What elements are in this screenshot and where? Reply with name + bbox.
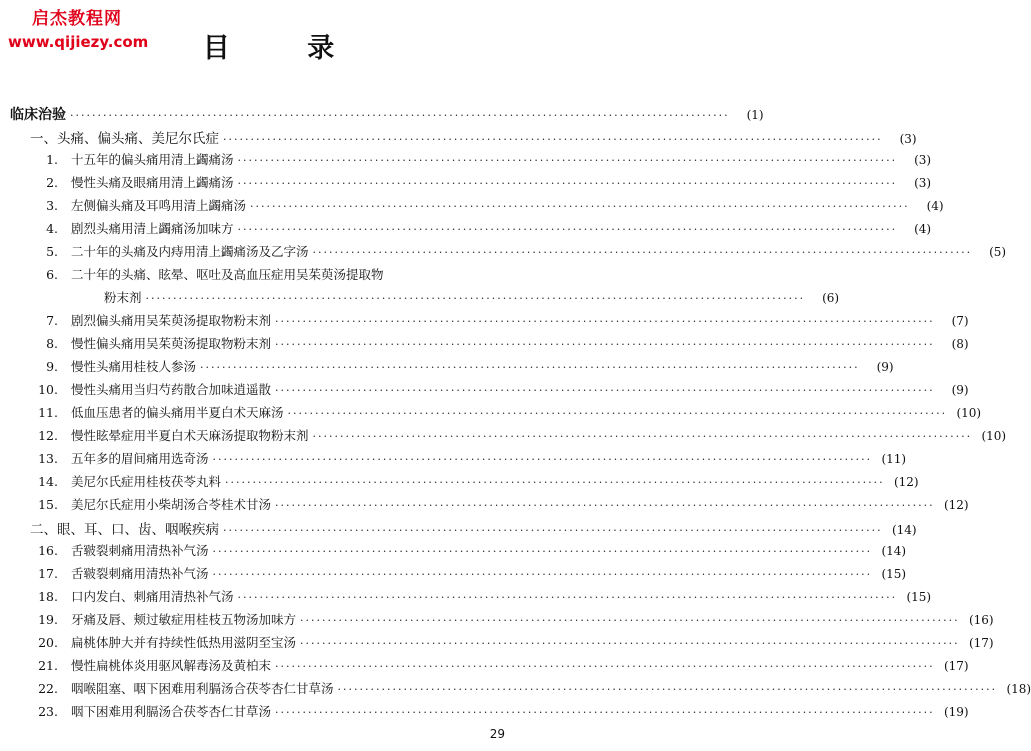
toc-entry-page: (17) — [943, 659, 969, 673]
toc-leader-dots: ························································································································ — [70, 109, 730, 122]
toc-entry-page: (1) — [746, 108, 764, 122]
toc-entry — [24, 219, 932, 237]
toc-entry-number: 4. — [46, 221, 58, 236]
toc-entry-page: (9) — [951, 383, 969, 397]
toc-leader-dots: ························································································································ — [223, 524, 883, 537]
toc-entry-title: 咽下困难用利膈汤合茯苓杏仁甘草汤 — [71, 704, 272, 719]
toc-entry-page: (17) — [968, 636, 994, 650]
toc-leader-dots: ························································································································ — [212, 568, 873, 581]
toc-entry-page: (7) — [951, 314, 969, 328]
toc-leader-dots: ························································································································ — [237, 154, 898, 167]
toc-leader-dots: ························································································································ — [250, 200, 910, 213]
toc-leader-dots: ························································································································ — [200, 361, 860, 374]
toc-entry-title: 剧烈偏头痛用吴茱萸汤提取物粉末剂 — [71, 313, 272, 328]
toc-entry-number: 6. — [46, 267, 58, 282]
toc-entry-title: 慢性偏头痛用吴茱萸汤提取物粉末剂 — [71, 336, 272, 351]
toc-leader-dots: ························································································································ — [275, 499, 935, 512]
toc-leader-dots: ························································································································ — [275, 338, 935, 351]
toc-entry — [24, 656, 969, 674]
toc-entry-number: 16. — [38, 543, 58, 558]
toc-entry-title: 慢性头痛用桂枝人参汤 — [71, 359, 197, 374]
toc-entry — [24, 380, 969, 398]
toc-entry-title: 舌皲裂刺痛用清热补气汤 — [71, 566, 209, 581]
toc-leader-dots: ························································································································ — [225, 476, 885, 489]
toc-entry-title: 慢性眩晕症用半夏白术天麻汤提取物粉末剂 — [71, 428, 309, 443]
toc-entry-title: 二十年的头痛、眩晕、呕吐及高血压症用吴茱萸汤提取物 — [71, 267, 384, 282]
toc-entry — [24, 472, 919, 490]
toc-leader-dots: ························································································································ — [275, 660, 935, 673]
toc-leader-dots: ························································································································ — [287, 407, 948, 420]
toc-entry — [24, 495, 969, 513]
toc-leader-dots: ························································································································ — [300, 614, 960, 627]
toc-entry-number: 15. — [38, 497, 58, 512]
toc-entry-title: 慢性头痛用当归芍药散合加味逍遥散 — [71, 382, 272, 397]
toc-entry-page: (3) — [914, 176, 932, 190]
toc-entry-number: 8. — [46, 336, 58, 351]
toc-entry — [24, 633, 994, 651]
toc-entry-title: 舌皲裂刺痛用清热补气汤 — [71, 543, 209, 558]
toc-entry-page: (19) — [943, 705, 969, 719]
toc-leader-dots: ························································································································ — [212, 545, 873, 558]
toc-entry — [104, 288, 840, 306]
toc-entry-number: 3. — [46, 198, 58, 213]
toc-entry-number: 9. — [46, 359, 58, 374]
toc-entry-number: 22. — [38, 681, 58, 696]
page-title: 目 录 — [202, 33, 369, 64]
toc-entry — [24, 587, 932, 605]
toc-entry — [10, 104, 764, 124]
toc-entry-number: 1. — [46, 152, 58, 167]
toc-entry — [24, 265, 520, 283]
toc-entry-number: 2. — [46, 175, 58, 190]
toc-entry-page: (15) — [906, 590, 932, 604]
toc-entry-page: (14) — [881, 544, 907, 558]
toc-entry-title: 慢性头痛及眼痛用清上蠲痛汤 — [71, 175, 234, 190]
toc-leader-dots: ························································································································ — [237, 223, 898, 236]
toc-leader-dots: ························································································································ — [237, 177, 898, 190]
toc-entry — [24, 564, 907, 582]
toc-leader-dots: ························································································································ — [145, 292, 806, 305]
toc-entry-title: 低血压患者的偏头痛用半夏白术天麻汤 — [71, 405, 284, 420]
toc-entry-title: 二、眼、耳、口、齿、咽喉疾病 — [30, 522, 219, 538]
toc-entry-title: 扁桃体肿大并有持续性低热用滋阴至宝汤 — [71, 635, 297, 650]
toc-entry-page: (4) — [926, 199, 944, 213]
toc-entry-number: 18. — [38, 589, 58, 604]
toc-leader-dots: ························································································································ — [223, 133, 883, 146]
toc-entry — [24, 173, 932, 191]
toc-entry-title: 口内发白、刺痛用清热补气汤 — [71, 589, 234, 604]
toc-entry-page: (6) — [822, 291, 840, 305]
toc-entry-page: (8) — [951, 337, 969, 351]
toc-leader-dots: ························································································································ — [275, 706, 935, 719]
toc-leader-dots: ························································································································ — [312, 430, 973, 443]
toc-entry — [30, 127, 917, 147]
toc-entry-page: (10) — [981, 429, 1007, 443]
toc-entry-page: (10) — [956, 406, 982, 420]
toc-entry-title: 二十年的头痛及内痔用清上蠲痛汤及乙字汤 — [71, 244, 309, 259]
toc-entry-number: 13. — [38, 451, 58, 466]
toc-entry-page: (4) — [914, 222, 932, 236]
toc-leader-dots: ························································································································ — [300, 637, 960, 650]
toc-entry — [24, 242, 1007, 260]
toc-entry-page: (18) — [1006, 682, 1031, 696]
toc-leader-dots: ························································································································ — [337, 683, 998, 696]
toc-entry-number: 10. — [38, 382, 58, 397]
toc-entry — [24, 449, 907, 467]
toc-entry-number: 14. — [38, 474, 58, 489]
toc-entry — [24, 311, 969, 329]
toc-entry-number: 7. — [46, 313, 58, 328]
toc-entry-number: 11. — [38, 405, 58, 420]
toc-entry-title: 粉末剂 — [104, 290, 142, 305]
toc-entry-number: 23. — [38, 704, 58, 719]
toc-leader-dots: ························································································································ — [312, 246, 973, 259]
toc-entry — [24, 357, 894, 375]
toc-entry-title: 左侧偏头痛及耳鸣用清上蠲痛汤 — [71, 198, 247, 213]
toc-entry-page: (16) — [968, 613, 994, 627]
toc-entry — [24, 196, 944, 214]
watermark-url: www.qijiezy.com — [8, 33, 149, 51]
toc-entry-title: 慢性扁桃体炎用驱风解毒汤及黄柏末 — [71, 658, 272, 673]
toc-entry — [24, 541, 907, 559]
toc-entry-page: (12) — [893, 475, 919, 489]
toc-entry-page: (15) — [881, 567, 907, 581]
toc-entry-number: 20. — [38, 635, 58, 650]
toc-leader-dots: ························································································································ — [275, 315, 935, 328]
toc-entry-title: 十五年的偏头痛用清上蠲痛汤 — [71, 152, 234, 167]
toc-entry — [24, 403, 982, 421]
toc-entry-title: 美尼尔氏症用桂枝茯苓丸料 — [71, 474, 222, 489]
toc-entry — [24, 334, 969, 352]
watermark-site-name: 启杰教程网 — [32, 9, 122, 29]
toc-entry-number: 12. — [38, 428, 58, 443]
page-number: 29 — [489, 727, 505, 741]
toc-entry-title: 美尼尔氏症用小柴胡汤合苓桂术甘汤 — [71, 497, 272, 512]
toc-entry-title: 临床治验 — [10, 107, 66, 123]
toc-entry-number: 21. — [38, 658, 58, 673]
toc-entry-page: (11) — [881, 452, 907, 466]
toc-entry-number: 17. — [38, 566, 58, 581]
toc-entry-title: 一、头痛、偏头痛、美尼尔氏症 — [30, 131, 219, 147]
toc-entry-page: (12) — [943, 498, 969, 512]
toc-entry — [24, 610, 994, 628]
toc-entry-page: (14) — [891, 523, 917, 537]
toc-entry-title: 五年多的眉间痛用选奇汤 — [71, 451, 209, 466]
toc-entry-title: 咽喉阻塞、咽下困难用利膈汤合茯苓杏仁甘草汤 — [71, 681, 334, 696]
toc-leader-dots: ························································································································ — [275, 384, 935, 397]
toc-leader-dots: ························································································································ — [212, 453, 873, 466]
toc-leader-dots: ························································································································ — [237, 591, 898, 604]
toc-entry — [24, 150, 932, 168]
toc-entry-page: (5) — [989, 245, 1007, 259]
toc-entry-number: 19. — [38, 612, 58, 627]
toc-entry-page: (9) — [876, 360, 894, 374]
toc-entry — [30, 518, 917, 538]
toc-entry-title: 牙痛及唇、颊过敏症用桂枝五物汤加味方 — [71, 612, 297, 627]
toc-entry-page: (3) — [914, 153, 932, 167]
toc-entry — [24, 426, 1007, 444]
toc-entry — [24, 679, 1031, 697]
toc-entry-number: 5. — [46, 244, 58, 259]
toc-entry-title: 剧烈头痛用清上蠲痛汤加味方 — [71, 221, 234, 236]
toc-entry — [24, 702, 969, 720]
toc-entry-page: (3) — [899, 132, 917, 146]
